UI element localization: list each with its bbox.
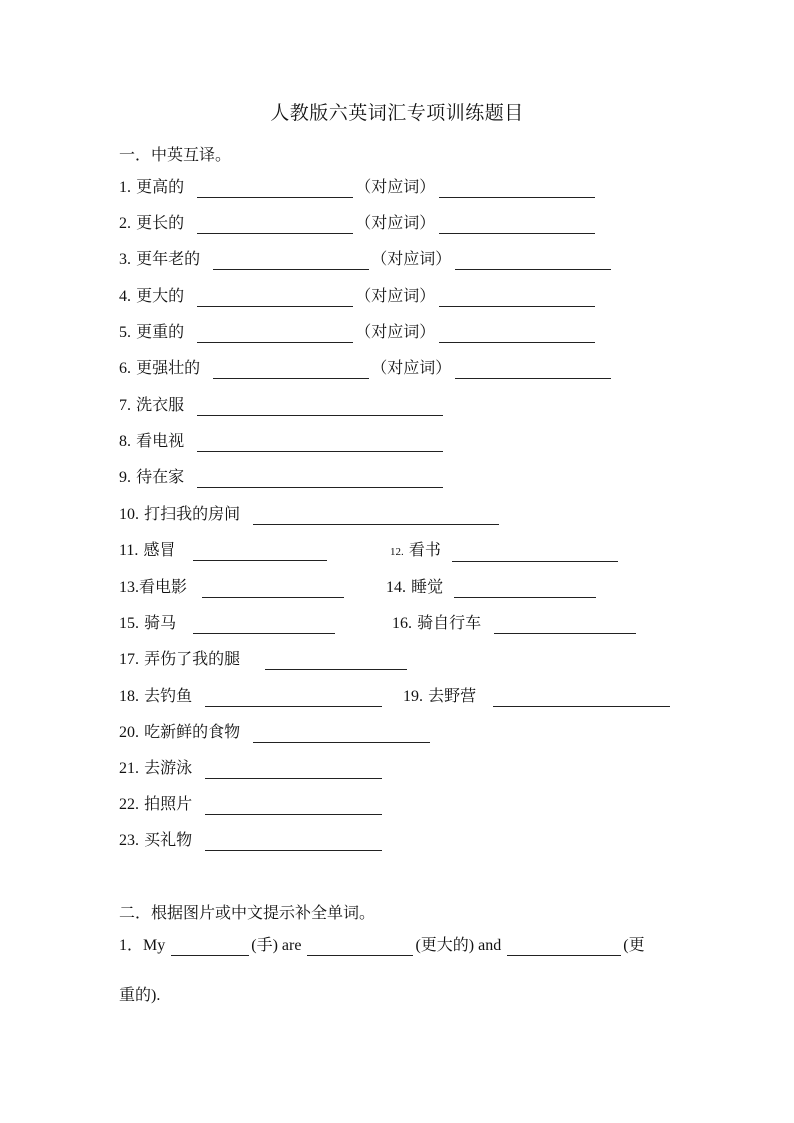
item-6-text: 更强壮的 (136, 358, 201, 377)
item-7-answer-blank[interactable] (197, 399, 443, 416)
item-5: 5. 更重的 （对应词） (119, 322, 597, 343)
item-4-paren: （对应词） (355, 286, 436, 305)
item-19: 19. 去野营 (403, 686, 672, 707)
item-17: 17. 弄伤了我的腿 (119, 649, 409, 670)
item-12-answer-blank[interactable] (452, 545, 618, 562)
item-20: 20. 吃新鲜的食物 (119, 722, 432, 743)
item-22-answer-blank[interactable] (205, 798, 382, 815)
item-23-text: 买礼物 (144, 830, 193, 849)
item-10-text: 打扫我的房间 (144, 504, 241, 523)
item-3-text: 更年老的 (136, 249, 201, 268)
item-13-text: 看电影 (139, 577, 188, 596)
item-11-answer-blank[interactable] (193, 544, 327, 561)
q1-bigger-blank[interactable] (307, 939, 413, 956)
item-19-text: 去野营 (428, 686, 477, 705)
item-18: 18. 去钓鱼 (119, 686, 384, 707)
item-3: 3. 更年老的 （对应词） (119, 249, 613, 270)
item-21-answer-blank[interactable] (205, 762, 382, 779)
item-5-counterpart-blank[interactable] (439, 326, 595, 343)
item-18-answer-blank[interactable] (205, 690, 382, 707)
item-11-text: 感冒 (143, 540, 176, 559)
item-9-text: 待在家 (136, 467, 185, 486)
item-1-paren: （对应词） (355, 177, 436, 196)
item-2-counterpart-blank[interactable] (439, 217, 595, 234)
item-22: 22. 拍照片 (119, 794, 384, 815)
item-13-answer-blank[interactable] (202, 581, 344, 598)
item-17-answer-blank[interactable] (265, 653, 407, 670)
item-2-text: 更长的 (136, 213, 185, 232)
item-14-answer-blank[interactable] (454, 581, 596, 598)
section-2-question-1-continued: 重的). (119, 987, 161, 1004)
item-6-answer-blank[interactable] (213, 362, 369, 379)
item-4: 4. 更大的 （对应词） (119, 286, 597, 307)
item-16-text: 骑自行车 (417, 613, 482, 632)
item-15-text: 骑马 (144, 613, 177, 632)
item-14-text: 睡觉 (411, 577, 444, 596)
item-15: 15. 骑马 (119, 613, 337, 634)
item-1: 1. 更高的 （对应词） (119, 177, 597, 198)
item-5-answer-blank[interactable] (197, 326, 353, 343)
q1-hint-bigger: (更大的) (415, 937, 475, 954)
item-9-answer-blank[interactable] (197, 471, 443, 488)
item-3-paren: （对应词） (371, 249, 452, 268)
item-11: 11. 感冒 (119, 540, 329, 561)
item-17-text: 弄伤了我的腿 (144, 649, 241, 668)
item-23-answer-blank[interactable] (205, 834, 382, 851)
item-2-answer-blank[interactable] (197, 217, 353, 234)
item-4-text: 更大的 (136, 286, 185, 305)
item-23: 23. 买礼物 (119, 830, 384, 851)
item-7: 7. 洗衣服 (119, 395, 445, 416)
item-4-answer-blank[interactable] (197, 290, 353, 307)
item-22-text: 拍照片 (144, 794, 193, 813)
item-3-answer-blank[interactable] (213, 253, 369, 270)
item-6: 6. 更强壮的 （对应词） (119, 358, 613, 379)
item-18-text: 去钓鱼 (144, 686, 193, 705)
item-6-paren: （对应词） (371, 358, 452, 377)
section-1-heading: 一．中英互译。 (119, 145, 232, 164)
item-20-text: 吃新鲜的食物 (144, 722, 241, 741)
item-16-answer-blank[interactable] (494, 617, 636, 634)
section-2-question-1: 1．My (手) are (更大的) and (更 (119, 937, 645, 954)
q1-hand-blank[interactable] (171, 939, 249, 956)
item-19-answer-blank[interactable] (493, 690, 670, 707)
item-2-paren: （对应词） (355, 213, 436, 232)
item-9: 9. 待在家 (119, 467, 445, 488)
q1-hint-heavier-part1: (更 (623, 937, 645, 954)
item-8-text: 看电视 (136, 431, 185, 450)
worksheet-title: 人教版六英词汇专项训练题目 (270, 102, 524, 124)
item-10: 10. 打扫我的房间 (119, 504, 501, 525)
item-16: 16. 骑自行车 (392, 613, 638, 634)
item-12: 12. 看书 (390, 540, 620, 562)
item-7-text: 洗衣服 (136, 395, 185, 414)
item-21: 21. 去游泳 (119, 758, 384, 779)
item-14: 14. 睡觉 (386, 577, 598, 598)
q1-hint-hand: (手) (251, 937, 278, 954)
q1-heavier-blank[interactable] (507, 939, 621, 956)
item-6-counterpart-blank[interactable] (455, 362, 611, 379)
item-20-answer-blank[interactable] (253, 726, 430, 743)
item-3-counterpart-blank[interactable] (455, 253, 611, 270)
section-2-heading: 二．根据图片或中文提示补全单词。 (119, 903, 376, 922)
item-15-answer-blank[interactable] (193, 617, 335, 634)
item-5-paren: （对应词） (355, 322, 436, 341)
item-8: 8. 看电视 (119, 431, 445, 452)
item-10-answer-blank[interactable] (253, 508, 499, 525)
item-1-counterpart-blank[interactable] (439, 181, 595, 198)
item-4-counterpart-blank[interactable] (439, 290, 595, 307)
item-21-text: 去游泳 (144, 758, 193, 777)
item-12-text: 看书 (408, 540, 441, 559)
item-2: 2. 更长的 （对应词） (119, 213, 597, 234)
item-1-text: 更高的 (136, 177, 185, 196)
item-5-text: 更重的 (136, 322, 185, 341)
item-8-answer-blank[interactable] (197, 435, 443, 452)
item-1-answer-blank[interactable] (197, 181, 353, 198)
item-13: 13.看电影 (119, 577, 346, 598)
